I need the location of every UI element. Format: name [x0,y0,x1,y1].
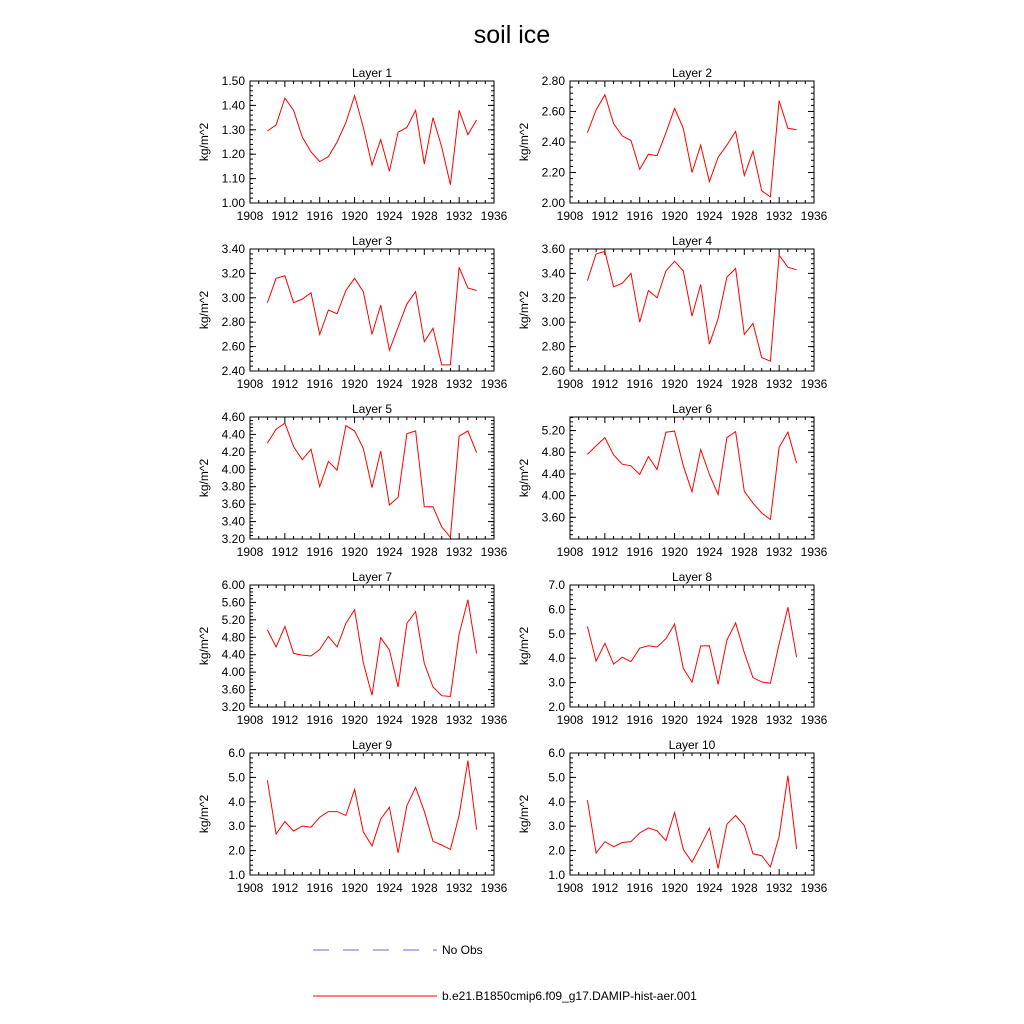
x-tick-label: 1912 [271,545,299,559]
panel-title: Layer 6 [671,402,713,416]
x-tick-label: 1920 [661,713,688,727]
x-tick-label: 1916 [306,377,334,391]
y-axis-label: kg/m^2 [517,458,531,498]
y-tick-label: 5.20 [541,423,565,438]
y-tick-label: 2.80 [541,339,565,354]
y-tick-label: 4.0 [548,794,565,809]
x-tick-label: 1928 [730,377,758,391]
x-tick-label: 1912 [271,209,299,223]
y-tick-label: 3.20 [221,532,245,546]
y-tick-label: 4.80 [221,630,245,645]
x-tick-label: 1920 [341,545,368,559]
y-tick-label: 1.40 [221,98,245,113]
x-tick-label: 1908 [556,209,584,223]
panel-title: Layer 10 [668,738,716,752]
y-tick-label: 6.0 [548,746,565,760]
y-tick-label: 3.00 [541,315,565,330]
plot-frame [250,753,494,875]
y-tick-label: 4.0 [228,794,245,809]
x-tick-label: 1932 [445,545,473,559]
x-tick-label: 1920 [661,545,688,559]
y-tick-label: 3.20 [221,266,245,281]
x-tick-label: 1924 [376,545,403,559]
y-tick-label: 1.20 [221,147,245,162]
y-tick-label: 3.0 [548,675,565,690]
x-tick-label: 1928 [410,545,438,559]
y-tick-label: 4.40 [221,647,245,662]
plot-frame [570,249,814,371]
x-tick-label: 1924 [696,881,723,895]
x-tick-label: 1928 [730,209,758,223]
x-tick-label: 1928 [410,209,438,223]
x-tick-label: 1928 [410,713,438,727]
x-tick-label: 1912 [271,713,299,727]
x-tick-label: 1912 [591,545,619,559]
x-tick-label: 1936 [480,881,508,895]
panel-layer-7 [197,570,508,727]
y-tick-label: 1.30 [221,122,245,137]
panel-layer-2 [517,66,828,223]
series-line [587,95,796,197]
x-tick-label: 1928 [730,713,758,727]
y-tick-label: 6.00 [221,578,245,592]
x-tick-label: 1924 [376,713,403,727]
x-tick-label: 1932 [765,377,793,391]
y-axis-label: kg/m^2 [517,626,531,666]
plot-frame [570,753,814,875]
plot-frame [250,249,494,371]
x-tick-label: 1912 [591,209,619,223]
panel-title: Layer 3 [351,234,393,248]
x-tick-label: 1912 [591,713,619,727]
y-tick-label: 5.20 [221,612,245,627]
x-tick-label: 1908 [236,545,264,559]
panel-title: Layer 1 [351,66,393,80]
x-tick-label: 1924 [376,209,403,223]
y-tick-label: 2.00 [541,196,565,210]
x-tick-label: 1924 [696,209,723,223]
x-tick-label: 1912 [271,881,299,895]
y-tick-label: 2.80 [541,74,565,88]
panel-layer-4 [517,234,828,391]
y-tick-label: 3.60 [221,682,245,697]
x-tick-label: 1932 [445,713,473,727]
y-tick-label: 2.0 [548,843,565,858]
y-tick-label: 6.0 [228,746,245,760]
plot-frame [570,417,814,539]
x-tick-label: 1936 [800,377,828,391]
x-tick-label: 1932 [765,209,793,223]
panels [197,66,828,895]
x-tick-label: 1920 [661,881,688,895]
series-line [267,96,476,185]
x-tick-label: 1920 [661,209,688,223]
x-tick-label: 1928 [730,545,758,559]
y-axis-label: kg/m^2 [197,458,211,498]
x-tick-label: 1932 [445,377,473,391]
y-tick-label: 6.0 [548,602,565,617]
x-tick-label: 1920 [341,881,368,895]
x-tick-label: 1908 [236,713,264,727]
y-tick-label: 1.10 [221,171,245,186]
x-tick-label: 1928 [410,377,438,391]
x-tick-label: 1932 [445,881,473,895]
y-tick-label: 3.40 [221,242,245,256]
y-tick-label: 2.60 [221,339,245,354]
x-tick-label: 1928 [730,881,758,895]
x-tick-label: 1908 [556,713,584,727]
y-tick-label: 4.0 [548,651,565,666]
y-tick-label: 2.40 [221,364,245,378]
x-tick-label: 1924 [696,377,723,391]
x-tick-label: 1908 [556,377,584,391]
y-tick-label: 3.0 [548,819,565,834]
panel-layer-5 [197,402,508,559]
x-tick-label: 1916 [626,713,654,727]
y-axis-label: kg/m^2 [517,794,531,834]
series-line [267,600,476,697]
x-tick-label: 1936 [800,881,828,895]
x-tick-label: 1916 [626,881,654,895]
x-tick-label: 1932 [765,881,793,895]
panel-layer-6 [517,402,828,559]
y-tick-label: 4.40 [541,466,565,481]
y-tick-label: 3.60 [541,242,565,256]
x-tick-label: 1916 [306,545,334,559]
x-tick-label: 1908 [236,209,264,223]
y-tick-label: 7.0 [548,578,565,592]
panel-title: Layer 5 [351,402,393,416]
x-tick-label: 1936 [480,545,508,559]
series-line [267,267,476,365]
y-tick-label: 5.0 [228,770,245,785]
y-axis-label: kg/m^2 [517,290,531,330]
panel-layer-1 [197,66,508,223]
x-tick-label: 1920 [341,713,368,727]
x-tick-label: 1932 [765,713,793,727]
x-tick-label: 1916 [306,209,334,223]
x-tick-label: 1924 [696,713,723,727]
y-tick-label: 3.60 [221,497,245,512]
y-tick-label: 4.00 [221,665,245,680]
y-tick-label: 3.60 [541,510,565,525]
x-tick-label: 1912 [271,377,299,391]
plot-frame [570,585,814,707]
x-tick-label: 1908 [236,881,264,895]
x-tick-label: 1908 [556,881,584,895]
y-tick-label: 4.00 [541,488,565,503]
legend [313,943,697,1003]
series-line [587,607,796,684]
y-tick-label: 3.20 [221,700,245,714]
plot-frame [250,417,494,539]
x-tick-label: 1912 [591,377,619,391]
x-tick-label: 1916 [626,377,654,391]
y-tick-label: 2.0 [228,843,245,858]
x-tick-label: 1912 [591,881,619,895]
panel-layer-3 [197,234,508,391]
x-tick-label: 1936 [480,377,508,391]
y-tick-label: 2.0 [548,700,565,714]
y-tick-label: 3.0 [228,819,245,834]
y-tick-label: 3.20 [541,290,565,305]
y-tick-label: 2.20 [541,165,565,180]
x-tick-label: 1916 [306,881,334,895]
series-line [267,761,476,853]
x-tick-label: 1936 [800,713,828,727]
x-tick-label: 1932 [765,545,793,559]
y-tick-label: 3.00 [221,290,245,305]
y-tick-label: 4.60 [221,410,245,424]
chart-title: soil ice [473,21,551,49]
series-line [587,776,796,869]
panel-layer-8 [517,570,828,727]
x-tick-label: 1916 [626,209,654,223]
x-tick-label: 1936 [480,209,508,223]
series-line [267,423,476,537]
y-tick-label: 3.40 [541,266,565,281]
y-tick-label: 5.0 [548,770,565,785]
y-tick-label: 2.40 [541,135,565,149]
y-tick-label: 5.0 [548,626,565,641]
x-tick-label: 1932 [445,209,473,223]
y-tick-label: 1.50 [221,74,245,88]
x-tick-label: 1920 [341,209,368,223]
y-axis-label: kg/m^2 [517,122,531,162]
x-tick-label: 1920 [661,377,688,391]
x-tick-label: 1924 [376,881,403,895]
y-tick-label: 5.60 [221,595,245,610]
y-axis-label: kg/m^2 [197,626,211,666]
x-tick-label: 1908 [236,377,264,391]
x-tick-label: 1916 [306,713,334,727]
y-tick-label: 1.0 [228,868,245,882]
plot-frame [250,81,494,203]
y-tick-label: 4.20 [221,444,245,459]
x-tick-label: 1908 [556,545,584,559]
y-axis-label: kg/m^2 [197,122,211,162]
panel-layer-10 [517,738,828,895]
series-line [587,251,796,361]
panel-layer-9 [197,738,508,895]
legend-no-obs-label: No Obs [442,943,483,957]
x-tick-label: 1936 [480,713,508,727]
panel-title: Layer 7 [351,570,393,584]
x-tick-label: 1924 [696,545,723,559]
y-tick-label: 3.80 [221,479,245,494]
panel-title: Layer 9 [351,738,393,752]
x-tick-label: 1936 [800,545,828,559]
y-tick-label: 3.40 [221,514,245,529]
panel-title: Layer 2 [671,66,713,80]
x-tick-label: 1924 [376,377,403,391]
y-tick-label: 4.80 [541,445,565,460]
x-tick-label: 1916 [626,545,654,559]
panel-title: Layer 8 [671,570,713,584]
y-axis-label: kg/m^2 [197,794,211,834]
x-tick-label: 1928 [410,881,438,895]
y-tick-label: 2.60 [541,104,565,119]
y-tick-label: 4.40 [221,427,245,442]
y-tick-label: 2.60 [541,364,565,378]
y-tick-label: 1.00 [221,196,245,210]
y-tick-label: 2.80 [221,315,245,330]
x-tick-label: 1936 [800,209,828,223]
y-tick-label: 4.00 [221,462,245,477]
y-axis-label: kg/m^2 [197,290,211,330]
legend-model-label: b.e21.B1850cmip6.f09_g17.DAMIP-hist-aer.001 [442,989,697,1003]
series-line [587,431,796,519]
x-tick-label: 1920 [341,377,368,391]
panel-title: Layer 4 [671,234,713,248]
y-tick-label: 1.0 [548,868,565,882]
